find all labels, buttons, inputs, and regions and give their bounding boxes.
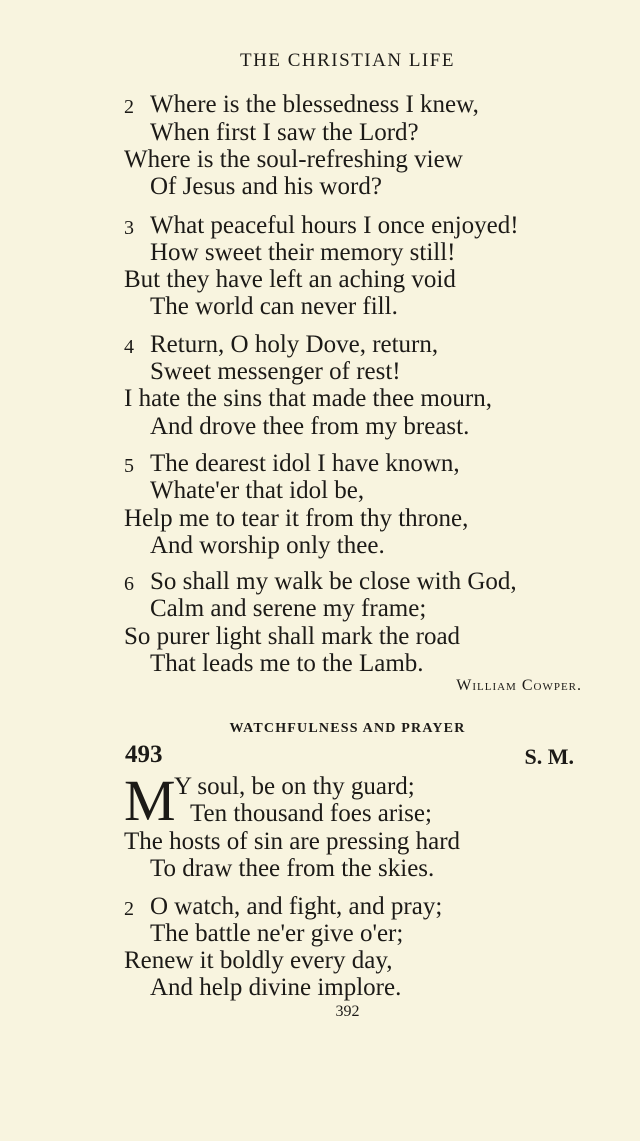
hymn-line: Sweet messenger of rest!: [150, 358, 401, 385]
hymn-line: Whate'er that idol be,: [150, 477, 365, 504]
hymn-title: WATCHFULNESS AND PRAYER: [229, 721, 466, 736]
hymn-line: To draw thee from the skies.: [150, 855, 435, 882]
hymn-line: That leads me to the Lamb.: [150, 650, 424, 677]
hymn-line: Calm and serene my frame;: [150, 595, 427, 622]
hymn-line: And drove thee from my breast.: [150, 413, 470, 440]
verse-number: 6: [124, 573, 134, 595]
verse-number: 4: [124, 336, 134, 358]
page-number: 392: [335, 1003, 360, 1020]
verse-number: 5: [124, 455, 134, 477]
drop-cap: M: [124, 768, 176, 833]
hymn-line: Ten thousand foes arise;: [190, 800, 432, 827]
running-head: THE CHRISTIAN LIFE: [240, 50, 455, 71]
hymn-line: The hosts of sin are pressing hard: [124, 828, 461, 855]
hymn-line: The world can never fill.: [150, 293, 398, 320]
hymn-line: And worship only thee.: [150, 532, 385, 559]
author-attribution: William Cowper.: [456, 677, 582, 694]
verse-number: 2: [124, 96, 134, 118]
hymn-line: But they have left an aching void: [124, 266, 456, 293]
hymn-line: Renew it boldly every day,: [124, 947, 393, 974]
hymn-line: Return, O holy Dove, return,: [150, 331, 439, 358]
hymn-line: The dearest idol I have known,: [150, 450, 460, 477]
hymn-line: So purer light shall mark the road: [124, 623, 461, 650]
hymn-meter: S. M.: [524, 744, 574, 769]
hymn-line: How sweet their memory still!: [150, 239, 456, 266]
verse-number: 2: [124, 898, 134, 920]
hymn-line: O watch, and fight, and pray;: [150, 893, 443, 920]
hymn-line: Y soul, be on thy guard;: [174, 773, 415, 800]
hymn-line: Where is the blessedness I knew,: [150, 91, 479, 118]
hymn-line: I hate the sins that made thee mourn,: [124, 385, 492, 412]
hymn-line: Of Jesus and his word?: [150, 173, 382, 200]
verse-number: 3: [124, 217, 134, 239]
hymn-line: So shall my walk be close with God,: [150, 568, 517, 595]
hymn-number: 493: [125, 741, 163, 768]
hymn-line: Where is the soul-refreshing view: [124, 146, 463, 173]
hymn-line: Help me to tear it from thy throne,: [124, 505, 469, 532]
hymn-line: When first I saw the Lord?: [150, 119, 419, 146]
hymn-line: What peaceful hours I once enjoyed!: [150, 212, 519, 239]
hymn-line: The battle ne'er give o'er;: [150, 920, 404, 947]
hymn-line: And help divine implore.: [150, 974, 402, 1001]
